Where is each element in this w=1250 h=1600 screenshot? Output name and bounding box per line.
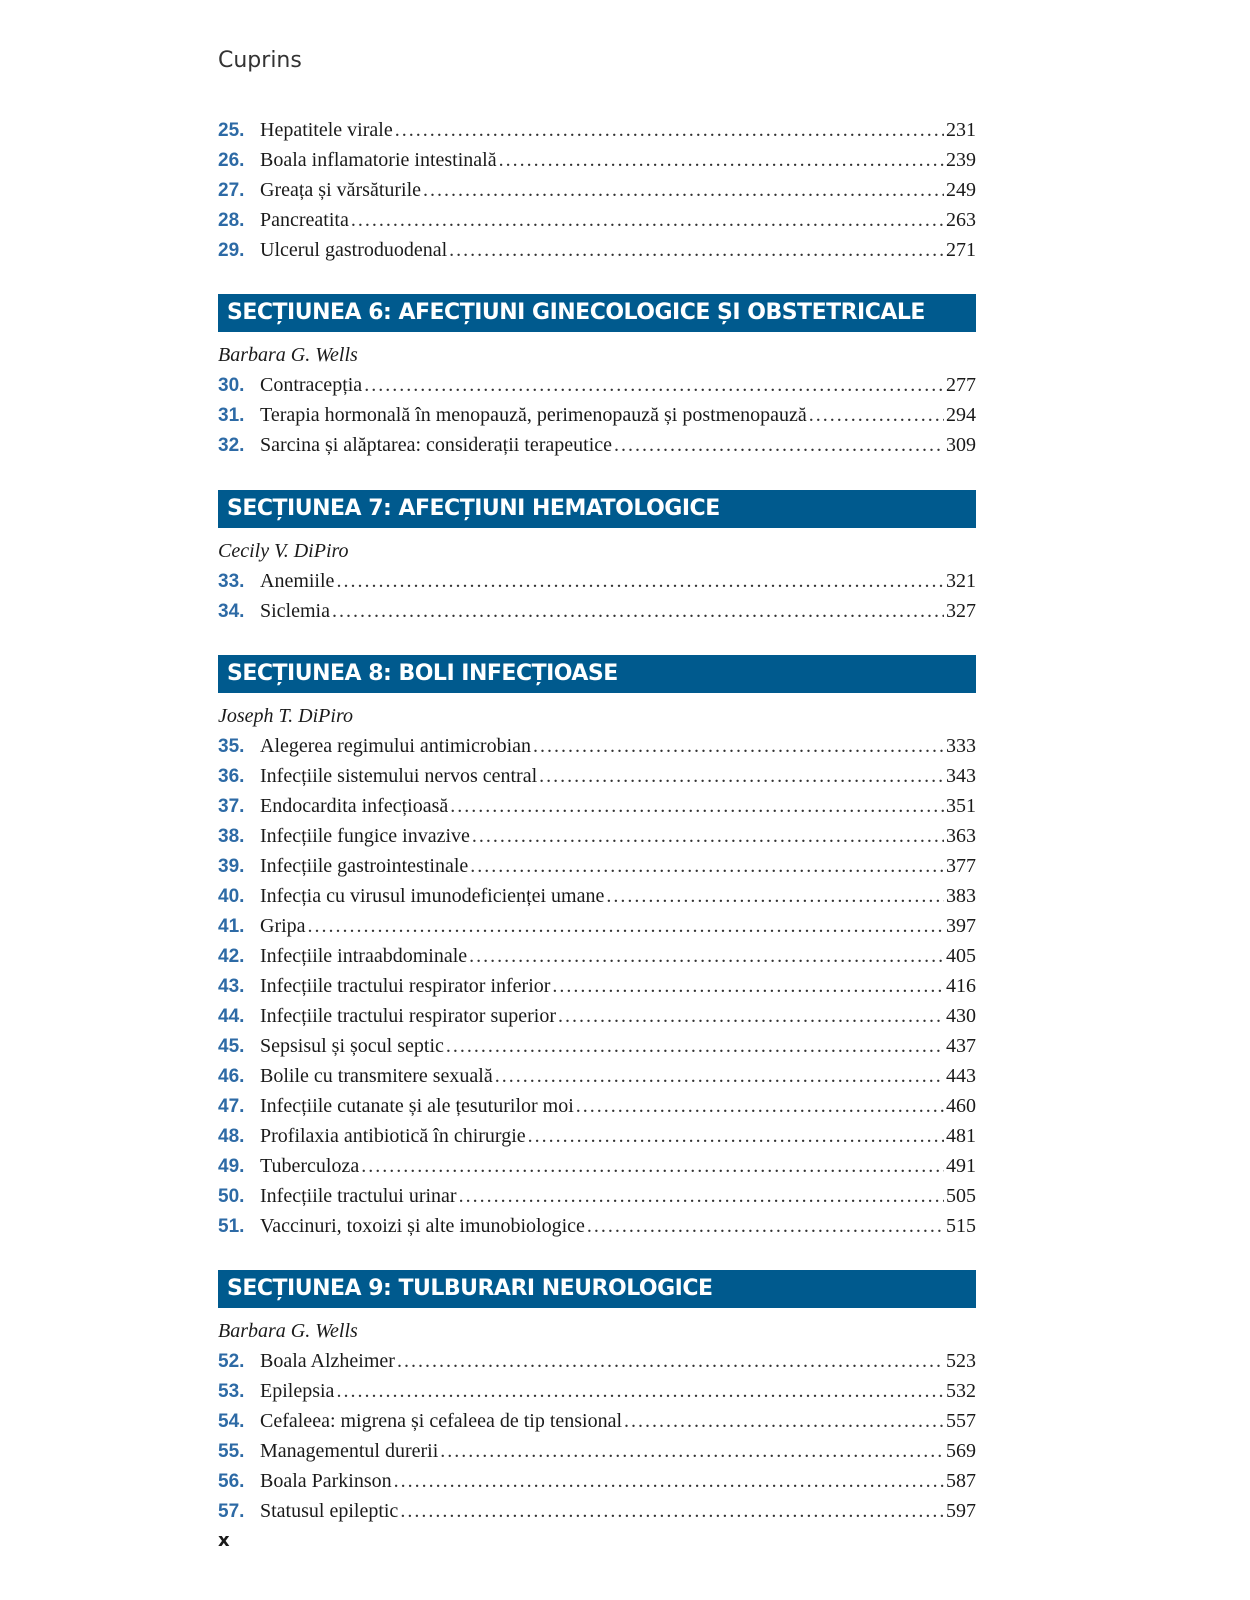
- entry-page: 523: [946, 1350, 976, 1372]
- dot-leader: [624, 1406, 944, 1436]
- entry-page: 587: [946, 1470, 976, 1492]
- toc-entry[interactable]: [218, 235, 976, 265]
- toc-entry[interactable]: [218, 596, 976, 626]
- entry-page: 515: [946, 1215, 976, 1237]
- entry-page: 231: [946, 119, 976, 141]
- entry-page: 263: [946, 209, 976, 231]
- entry-title: Anemiile: [260, 570, 335, 592]
- entry-title: Ulcerul gastroduodenal: [260, 239, 448, 261]
- entry-title: Cefaleea: migrena și cefaleea de tip tensional: [260, 1410, 623, 1432]
- toc-entry[interactable]: [218, 911, 976, 941]
- dot-leader: [499, 145, 944, 175]
- entry-title: Sepsisul și șocul septic: [260, 1035, 444, 1057]
- entry-title: Endocardita infecțioasă: [260, 795, 449, 817]
- entry-number: 52.: [218, 1351, 245, 1372]
- dot-leader: [332, 596, 944, 626]
- entry-number: 37.: [218, 796, 245, 817]
- entry-title: Infecțiile tractului urinar: [260, 1185, 457, 1207]
- running-head: Cuprins: [218, 48, 302, 73]
- entry-title: Boala Parkinson: [260, 1470, 392, 1492]
- toc-entry[interactable]: [218, 941, 976, 971]
- entry-title: Infecțiile tractului respirator inferior: [260, 975, 551, 997]
- toc-entry[interactable]: [218, 821, 976, 851]
- entry-number: 41.: [218, 916, 245, 937]
- entry-title: Contracepția: [260, 374, 363, 396]
- entry-title: Infecțiile fungice invazive: [260, 825, 470, 847]
- dot-leader: [606, 881, 944, 911]
- entry-title: Infecțiile cutanate și ale țesuturilor moi: [260, 1095, 574, 1117]
- toc-entry[interactable]: [218, 851, 976, 881]
- entry-title: Statusul epileptic: [260, 1500, 399, 1522]
- entry-number: 26.: [218, 150, 245, 171]
- entry-page: 309: [946, 434, 976, 456]
- section-heading[interactable]: SECȚIUNEA 9: TULBURARI NEUROLOGICE: [218, 1270, 976, 1308]
- entry-page: 327: [946, 600, 976, 622]
- entry-number: 55.: [218, 1441, 245, 1462]
- entry-title: Managementul durerii: [260, 1440, 439, 1462]
- entry-number: 39.: [218, 856, 245, 877]
- entry-number: 44.: [218, 1006, 245, 1027]
- entry-page: 557: [946, 1410, 976, 1432]
- entry-page: 491: [946, 1155, 976, 1177]
- entry-title: Infecțiile tractului respirator superior: [260, 1005, 556, 1027]
- entry-number: 46.: [218, 1066, 245, 1087]
- entry-title: Epilepsia: [260, 1380, 335, 1402]
- entry-title: Boala inflamatorie intestinală: [260, 149, 497, 171]
- toc-entry[interactable]: [218, 1436, 976, 1466]
- toc-entry[interactable]: [218, 400, 976, 430]
- dot-leader: [364, 370, 944, 400]
- entry-title: Greața și vărsăturile: [260, 179, 422, 201]
- dot-leader: [446, 1031, 944, 1061]
- toc-entry[interactable]: [218, 175, 976, 205]
- section-editor: Joseph T. DiPiro: [218, 705, 353, 727]
- dot-leader: [469, 941, 944, 971]
- entry-title: Profilaxia antibiotică în chirurgie: [260, 1125, 526, 1147]
- dot-leader: [614, 430, 944, 460]
- section-editor: Cecily V. DiPiro: [218, 540, 349, 562]
- dot-leader: [449, 235, 944, 265]
- entry-page: 569: [946, 1440, 976, 1462]
- toc-entry[interactable]: [218, 205, 976, 235]
- dot-leader: [395, 115, 944, 145]
- dot-leader: [397, 1346, 944, 1376]
- toc-entry[interactable]: [218, 145, 976, 175]
- toc-entry[interactable]: [218, 881, 976, 911]
- dot-leader: [336, 566, 944, 596]
- dot-leader: [539, 761, 944, 791]
- entry-number: 35.: [218, 736, 245, 757]
- entry-title: Hepatitele virale: [260, 119, 393, 141]
- entry-title: Bolile cu transmitere sexuală: [260, 1065, 493, 1087]
- toc-entry[interactable]: [218, 761, 976, 791]
- entry-number: 38.: [218, 826, 245, 847]
- entry-number: 36.: [218, 766, 245, 787]
- toc-entry[interactable]: [218, 1151, 976, 1181]
- entry-number: 57.: [218, 1501, 245, 1522]
- dot-leader: [450, 791, 944, 821]
- entry-number: 54.: [218, 1411, 245, 1432]
- dot-leader: [336, 1376, 944, 1406]
- toc-entry[interactable]: [218, 791, 976, 821]
- page-folio: x: [218, 1530, 230, 1551]
- entry-title: Tuberculoza: [260, 1155, 360, 1177]
- entry-title: Infecțiile gastrointestinale: [260, 855, 469, 877]
- toc-entry[interactable]: [218, 1496, 976, 1526]
- entry-number: 27.: [218, 180, 245, 201]
- entry-page: 597: [946, 1500, 976, 1522]
- section-heading[interactable]: SECȚIUNEA 6: AFECȚIUNI GINECOLOGICE ȘI OBSTETRICALE: [218, 294, 976, 332]
- entry-page: 351: [946, 795, 976, 817]
- entry-number: 28.: [218, 210, 245, 231]
- dot-leader: [351, 205, 944, 235]
- entry-page: 437: [946, 1035, 976, 1057]
- entry-page: 271: [946, 239, 976, 261]
- toc-entry[interactable]: [218, 1091, 976, 1121]
- entry-page: 416: [946, 975, 976, 997]
- entry-page: 430: [946, 1005, 976, 1027]
- dot-leader: [361, 1151, 944, 1181]
- dot-leader: [308, 911, 944, 941]
- toc-entry[interactable]: [218, 1121, 976, 1151]
- entry-page: 481: [946, 1125, 976, 1147]
- entry-title: Alegerea regimului antimicrobian: [260, 735, 532, 757]
- entry-number: 42.: [218, 946, 245, 967]
- dot-leader: [533, 731, 944, 761]
- entry-number: 48.: [218, 1126, 245, 1147]
- dot-leader: [552, 971, 944, 1001]
- dot-leader: [394, 1466, 944, 1496]
- entry-number: 30.: [218, 375, 245, 396]
- entry-number: 50.: [218, 1186, 245, 1207]
- entry-page: 249: [946, 179, 976, 201]
- toc-entry[interactable]: [218, 1001, 976, 1031]
- entry-number: 53.: [218, 1381, 245, 1402]
- dot-leader: [558, 1001, 944, 1031]
- entry-page: 294: [946, 404, 976, 426]
- entry-number: 33.: [218, 571, 245, 592]
- entry-number: 47.: [218, 1096, 245, 1117]
- toc-entry[interactable]: [218, 115, 976, 145]
- section-heading[interactable]: SECȚIUNEA 7: AFECȚIUNI HEMATOLOGICE: [218, 490, 976, 528]
- entry-number: 29.: [218, 240, 245, 261]
- section-9-block: [218, 1316, 976, 1526]
- dot-leader: [400, 1496, 944, 1526]
- section-editor: Barbara G. Wells: [218, 344, 358, 366]
- entry-page: 377: [946, 855, 976, 877]
- toc-entry[interactable]: [218, 1211, 976, 1241]
- entry-number: 34.: [218, 601, 245, 622]
- toc-entry[interactable]: [218, 731, 976, 761]
- entry-page: 321: [946, 570, 976, 592]
- entry-page: 505: [946, 1185, 976, 1207]
- toc-entry[interactable]: [218, 1466, 976, 1496]
- toc-entry[interactable]: [218, 1181, 976, 1211]
- section-editor: Barbara G. Wells: [218, 1320, 358, 1342]
- toc-entry[interactable]: [218, 1406, 976, 1436]
- entry-page: 532: [946, 1380, 976, 1402]
- dot-leader: [587, 1211, 944, 1241]
- entry-number: 40.: [218, 886, 245, 907]
- entry-page: 239: [946, 149, 976, 171]
- entry-page: 443: [946, 1065, 976, 1087]
- entry-title: Pancreatita: [260, 209, 349, 231]
- dot-leader: [423, 175, 944, 205]
- entry-page: 343: [946, 765, 976, 787]
- entry-number: 49.: [218, 1156, 245, 1177]
- entry-title: Terapia hormonală în menopauză, perimenopauză și postmenopauză: [260, 404, 807, 426]
- section-7-block: [218, 536, 976, 626]
- entry-title: Infecția cu virusul imunodeficienței umane: [260, 885, 605, 907]
- entry-title: Infecțiile intraabdominale: [260, 945, 468, 967]
- dot-leader: [472, 821, 944, 851]
- entry-number: 45.: [218, 1036, 245, 1057]
- entry-page: 333: [946, 735, 976, 757]
- toc-entry[interactable]: [218, 566, 976, 596]
- entry-number: 32.: [218, 435, 245, 456]
- entry-title: Gripa: [260, 915, 306, 937]
- dot-leader: [495, 1061, 944, 1091]
- entry-page: 383: [946, 885, 976, 907]
- entry-page: 363: [946, 825, 976, 847]
- entry-page: 460: [946, 1095, 976, 1117]
- entry-number: 25.: [218, 120, 245, 141]
- toc-block-top: [218, 115, 976, 265]
- toc-entry[interactable]: [218, 1031, 976, 1061]
- toc-entry[interactable]: [218, 1346, 976, 1376]
- section-8-block: [218, 701, 976, 1241]
- toc-entry[interactable]: [218, 1061, 976, 1091]
- toc-entry[interactable]: [218, 971, 976, 1001]
- entry-number: 31.: [218, 405, 245, 426]
- section-heading[interactable]: SECȚIUNEA 8: BOLI INFECȚIOASE: [218, 655, 976, 693]
- dot-leader: [809, 400, 944, 430]
- dot-leader: [528, 1121, 944, 1151]
- toc-entry[interactable]: [218, 1376, 976, 1406]
- toc-entry[interactable]: [218, 430, 976, 460]
- dot-leader: [576, 1091, 944, 1121]
- entry-title: Siclemia: [260, 600, 330, 622]
- entry-title: Infecțiile sistemului nervos central: [260, 765, 538, 787]
- entry-title: Boala Alzheimer: [260, 1350, 395, 1372]
- entry-title: Vaccinuri, toxoizi și alte imunobiologice: [260, 1215, 585, 1237]
- toc-entry[interactable]: [218, 370, 976, 400]
- dot-leader: [440, 1436, 944, 1466]
- section-6-block: [218, 340, 976, 460]
- entry-page: 397: [946, 915, 976, 937]
- entry-title: Sarcina și alăptarea: considerații terapeutice: [260, 434, 613, 456]
- dot-leader: [470, 851, 944, 881]
- entry-number: 51.: [218, 1216, 245, 1237]
- entry-page: 405: [946, 945, 976, 967]
- dot-leader: [459, 1181, 944, 1211]
- entry-number: 56.: [218, 1471, 245, 1492]
- entry-page: 277: [946, 374, 976, 396]
- entry-number: 43.: [218, 976, 245, 997]
